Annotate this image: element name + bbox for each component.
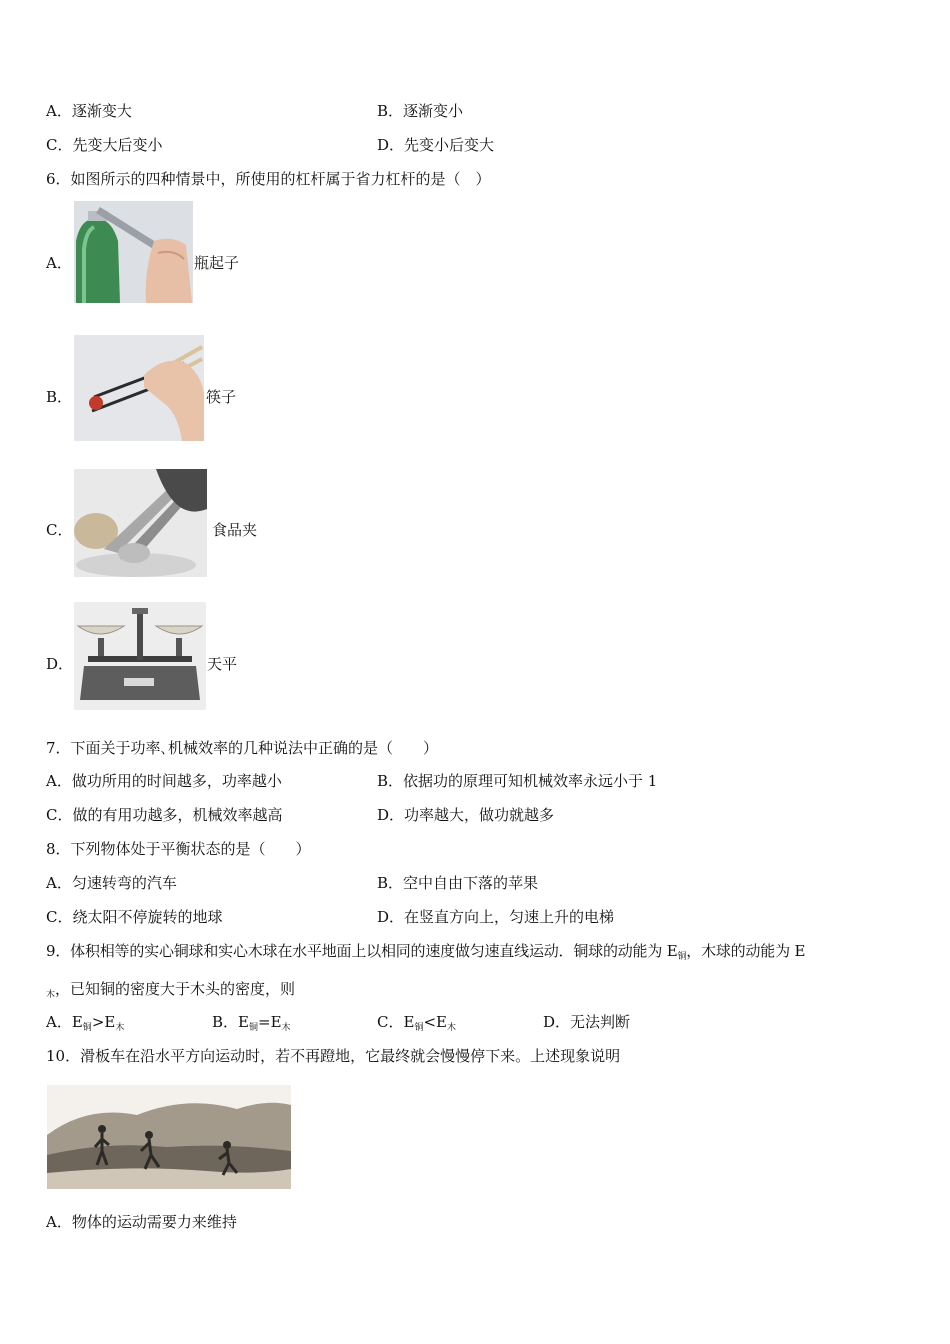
q5-option-d: D．先变小后变大 xyxy=(377,136,495,154)
q5-option-a: A．逐渐变大 xyxy=(46,102,132,120)
q6-option-c-label: C． xyxy=(46,521,73,539)
q6-option-a-caption: 瓶起子 xyxy=(194,254,240,272)
q9-option-b-label: B．E xyxy=(212,1013,249,1031)
q9-option-c-op: <E xyxy=(423,1013,447,1031)
q7-stem: 7．下面关于功率､机械效率的几种说法中正确的是（ ） xyxy=(46,739,439,757)
q9-option-c-sub-copper: 铜 xyxy=(414,1023,424,1033)
q9-option-a-sub-wood: 木 xyxy=(115,1023,125,1033)
q9-option-b-op: =E xyxy=(258,1013,282,1031)
q9-option-b-sub-copper: 铜 xyxy=(248,1023,258,1033)
chopsticks-photo xyxy=(74,335,204,441)
q9-line1-prefix: 9．体积相等的实心铜球和实心木球在水平地面上以相同的速度做匀速直线运动．铜球的动能为 E xyxy=(46,942,678,960)
q9-option-a xyxy=(46,1013,125,1033)
q8-option-b: B．空中自由下落的苹果 xyxy=(377,874,539,892)
q6-option-d-label: D． xyxy=(46,655,74,673)
food-tongs-photo xyxy=(74,469,207,577)
bottle-opener-photo xyxy=(74,201,193,303)
q9-option-b-sub-wood: 木 xyxy=(281,1023,291,1033)
q10-stem: 10．滑板车在沿水平方向运动时，若不再蹬地，它最终就会慢慢停下来。上述现象说明 xyxy=(46,1047,621,1065)
q6-option-c-caption: 食品夹 xyxy=(212,521,258,539)
q8-stem: 8．下列物体处于平衡状态的是（ ） xyxy=(46,840,311,858)
q9-stem-line1 xyxy=(46,942,806,962)
q9-option-c xyxy=(377,1013,456,1033)
q9-line2-sub-wood: 木 xyxy=(46,990,56,1000)
q9-option-a-sub-copper: 铜 xyxy=(82,1023,92,1033)
q5-option-c: C．先变大后变小 xyxy=(46,136,163,154)
q9-line1-middle: ，木球的动能为 E xyxy=(686,942,806,960)
q5-option-b: B．逐渐变小 xyxy=(377,102,464,120)
q9-sub-copper: 铜 xyxy=(677,952,687,962)
q6-option-d-caption: 天平 xyxy=(207,655,238,673)
q6-stem: 6．如图所示的四种情景中，所使用的杠杆属于省力杠杆的是（ ） xyxy=(46,170,491,188)
q10-option-a: A．物体的运动需要力来维持 xyxy=(46,1213,237,1231)
q9-line2-text: ，已知铜的密度大于木头的密度，则 xyxy=(55,980,296,998)
q8-option-c: C．绕太阳不停旋转的地球 xyxy=(46,908,223,926)
q7-option-d: D．功率越大，做功就越多 xyxy=(377,806,555,824)
q8-option-a: A．匀速转弯的汽车 xyxy=(46,874,177,892)
q7-option-c: C．做的有用功越多，机械效率越高 xyxy=(46,806,283,824)
q9-stem-line2 xyxy=(46,980,296,1000)
q9-option-a-op: >E xyxy=(91,1013,116,1031)
q6-option-b-label: B． xyxy=(46,388,73,406)
q8-option-d: D．在竖直方向上，匀速上升的电梯 xyxy=(377,908,615,926)
skateboard-riders-photo xyxy=(47,1085,291,1189)
q9-option-d: D．无法判断 xyxy=(543,1013,631,1031)
q9-option-b xyxy=(212,1013,291,1033)
q9-option-a-label: A．E xyxy=(46,1013,83,1031)
q6-option-b-caption: 筷子 xyxy=(206,388,237,406)
q7-option-a: A．做功所用的时间越多，功率越小 xyxy=(46,772,282,790)
q9-option-c-label: C．E xyxy=(377,1013,415,1031)
q6-option-a-label: A． xyxy=(46,254,72,272)
q7-option-b: B．依据功的原理可知机械效率永远小于 1 xyxy=(377,772,658,790)
q9-option-c-sub-wood: 木 xyxy=(446,1023,456,1033)
balance-scale-photo xyxy=(74,602,206,710)
